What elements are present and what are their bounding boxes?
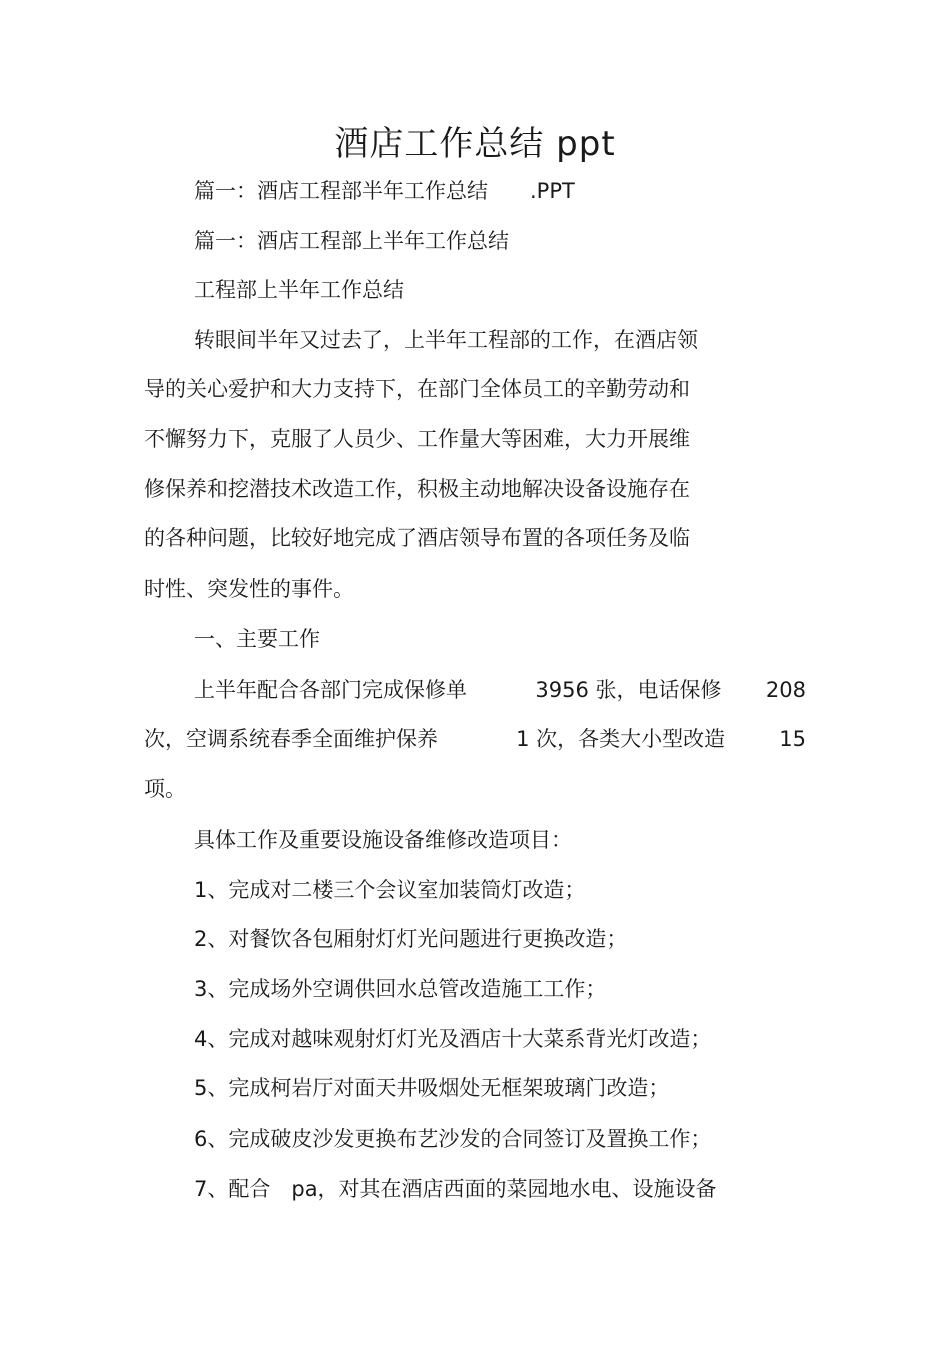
paragraph-line-3: 不懈努力下，克服了人员少、工作量大等困难，大力开展维	[144, 427, 690, 451]
list-intro: 具体工作及重要设施设备维修改造项目：	[194, 828, 572, 852]
section-heading: 工程部上半年工作总结	[194, 278, 404, 302]
stats-line-3: 项。	[144, 777, 186, 801]
stats-line-2-count: 1 次，各类大小型改造	[516, 727, 726, 751]
list-item-6: 6、完成破皮沙发更换布艺沙发的合同签订及置换工作；	[194, 1127, 712, 1151]
paragraph-line-2: 导的关心爱护和大力支持下，在部门全体员工的辛勤劳动和	[144, 377, 690, 401]
stats-line-2	[144, 724, 806, 754]
stats-line-1-end: 208	[765, 678, 806, 702]
list-item-1: 1、完成对二楼三个会议室加装筒灯改造；	[194, 878, 586, 902]
stats-line-1-count: 3956 张，电话保修	[535, 678, 722, 702]
stats-line-2-end: 15	[779, 727, 806, 751]
stats-line-1-text: 上半年配合各部门完成保修单	[194, 678, 467, 702]
paragraph-line-4: 修保养和挖潜技术改造工作，积极主动地解决设备设施存在	[144, 477, 690, 501]
main-work-heading: 一、主要工作	[194, 627, 320, 651]
paragraph-line-5: 的各种问题，比较好地完成了酒店领导布置的各项任务及临	[144, 526, 690, 550]
list-item-5: 5、完成柯岩厅对面天井吸烟处无框架玻璃门改造；	[194, 1076, 670, 1100]
subheading-part-one: 篇一：酒店工程部上半年工作总结	[194, 229, 509, 253]
list-item-4: 4、完成对越味观射灯灯光及酒店十大菜系背光灯改造；	[194, 1027, 712, 1051]
paragraph-line-6: 时性、突发性的事件。	[144, 577, 354, 601]
stats-line-1	[194, 675, 806, 705]
list-item-3: 3、完成场外空调供回水总管改造施工工作；	[194, 977, 607, 1001]
subheading-part-one-ppt: 篇一：酒店工程部半年工作总结 .PPT	[194, 179, 575, 203]
list-item-2: 2、对餐饮各包厢射灯灯光问题进行更换改造；	[194, 927, 628, 951]
list-item-7: 7、配合 pa，对其在酒店西面的菜园地水电、设施设备	[194, 1177, 717, 1201]
document-title: 酒店工作总结 ppt	[334, 124, 616, 164]
stats-line-2-text: 次，空调系统春季全面维护保养	[144, 727, 438, 751]
paragraph-line-1: 转眼间半年又过去了，上半年工程部的工作，在酒店领	[194, 328, 698, 352]
